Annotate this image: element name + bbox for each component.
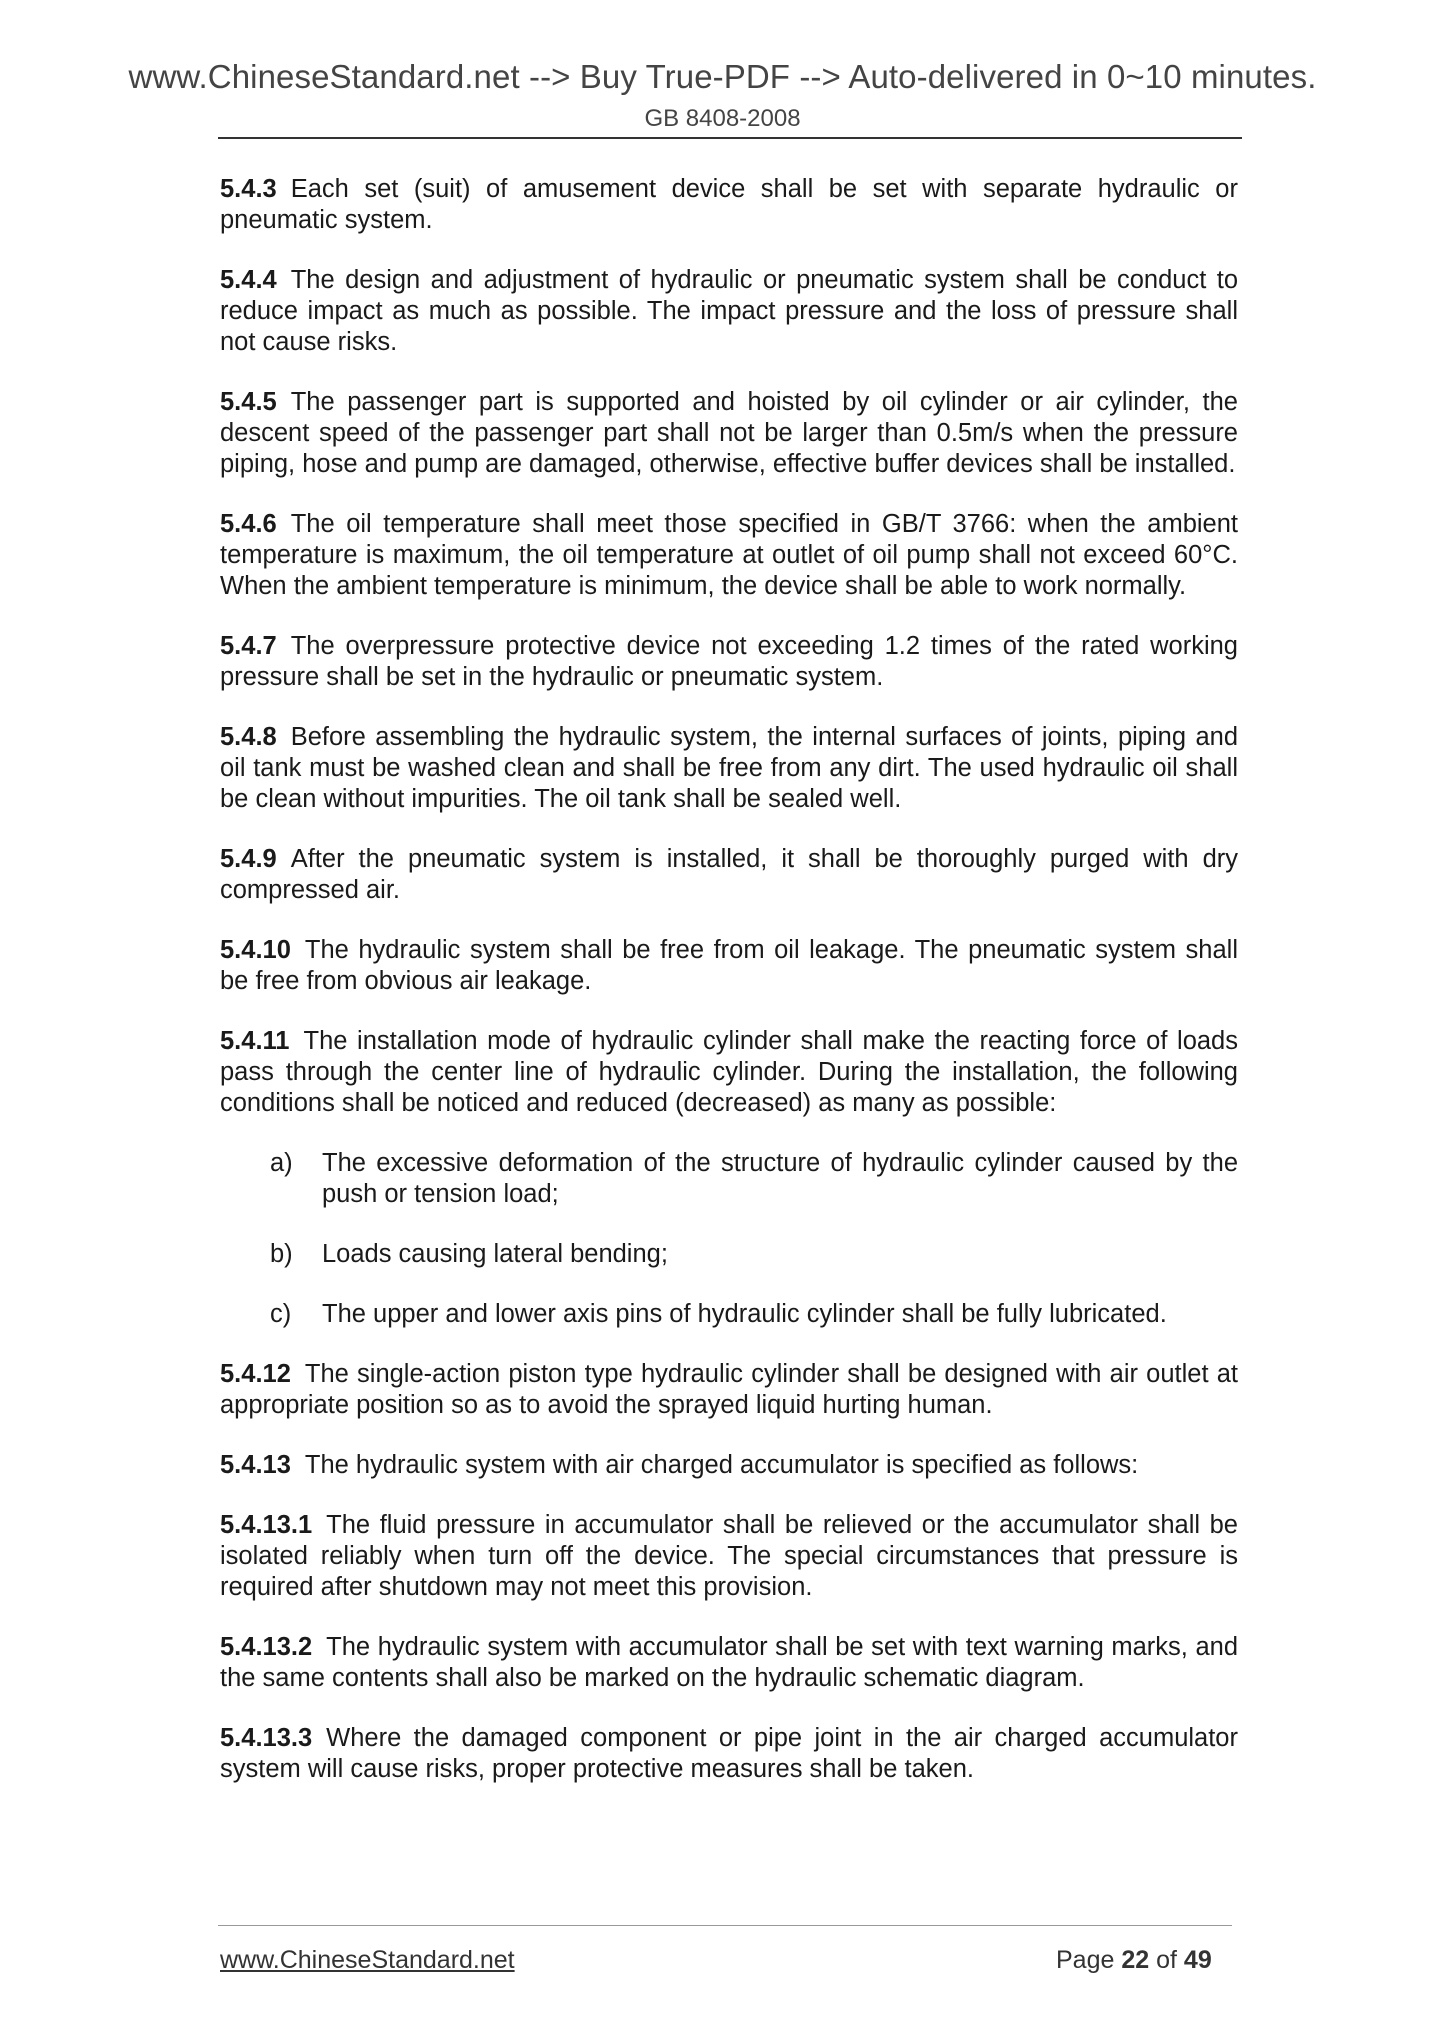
clause-text: The oil temperature shall meet those specified in GB/T 3766: when the ambient temperature is maximum, the oil temperature at outlet of oil pump shall not exceed 60°C. When the ambient temperature is minimum, the device shall be able to work normally. <box>220 510 1238 600</box>
clause-text: Where the damaged component or pipe joint in the air charged accumulator system will cause risks, proper protective measures shall be taken. <box>220 1724 1238 1783</box>
list-marker: a) <box>270 1149 293 1177</box>
clause-number: 5.4.8 <box>220 723 277 751</box>
page-current: 22 <box>1121 1946 1150 1974</box>
clause-number: 5.4.9 <box>220 845 277 873</box>
page-number <box>1056 1946 1212 1975</box>
page-of: of <box>1156 1946 1177 1974</box>
list-item-text: The upper and lower axis pins of hydraulic cylinder shall be fully lubricated. <box>322 1300 1167 1328</box>
footer-divider <box>218 1925 1232 1926</box>
clause-number: 5.4.13.2 <box>220 1633 313 1661</box>
clause-text: Before assembling the hydraulic system, the internal surfaces of joints, piping and oil tank must be washed clean and shall be free from any dirt. The used hydraulic oil shall be clean without impurities. The oil tank shall be sealed well. <box>220 723 1238 813</box>
clause-5-4-3 <box>220 174 1238 236</box>
clause-number: 5.4.4 <box>220 266 277 294</box>
list-item-text: Loads causing lateral bending; <box>322 1240 668 1268</box>
header-banner[interactable]: www.ChineseStandard.net --> Buy True-PDF --> Auto-delivered in 0~10 minutes. <box>128 58 1317 95</box>
header-divider <box>218 137 1242 139</box>
clause-5-4-13-3 <box>220 1723 1238 1785</box>
clause-text: Each set (suit) of amusement device shall be set with separate hydraulic or pneumatic system. <box>220 175 1238 234</box>
clause-number: 5.4.5 <box>220 388 277 416</box>
clause-number: 5.4.11 <box>220 1027 290 1055</box>
clause-text: The single-action piston type hydraulic cylinder shall be designed with air outlet at appropriate position so as to avoid the sprayed liquid hurting human. <box>220 1360 1238 1419</box>
clause-number: 5.4.3 <box>220 175 277 203</box>
clause-5-4-12 <box>220 1359 1238 1421</box>
clause-number: 5.4.6 <box>220 510 277 538</box>
clause-text: The hydraulic system shall be free from oil leakage. The pneumatic system shall be free from obvious air leakage. <box>220 936 1238 995</box>
document-body <box>220 174 1238 1814</box>
clause-text: After the pneumatic system is installed, it shall be thoroughly purged with dry compressed air. <box>220 845 1238 904</box>
clause-text: The design and adjustment of hydraulic or pneumatic system shall be conduct to reduce impact as much as possible. The impact pressure and the loss of pressure shall not cause risks. <box>220 266 1238 356</box>
clause-text: The overpressure protective device not exceeding 1.2 times of the rated working pressure shall be set in the hydraulic or pneumatic system. <box>220 632 1238 691</box>
clause-text: The passenger part is supported and hoisted by oil cylinder or air cylinder, the descent speed of the passenger part shall not be larger than 0.5m/s when the pressure piping, hose and pump are damaged, otherwise, effective buffer devices shall be installed. <box>220 388 1238 478</box>
standard-number: GB 8408-2008 <box>644 105 801 132</box>
clause-text: The fluid pressure in accumulator shall be relieved or the accumulator shall be isolated reliably when turn off the device. The special circumstances that pressure is required after shutdown may not meet this provision. <box>220 1511 1238 1601</box>
list-item-a <box>220 1148 1238 1210</box>
clause-5-4-11 <box>220 1026 1238 1119</box>
clause-number: 5.4.10 <box>220 936 291 964</box>
clause-number: 5.4.12 <box>220 1360 291 1388</box>
clause-5-4-7 <box>220 631 1238 693</box>
clause-5-4-13-1 <box>220 1510 1238 1603</box>
page-prefix: Page <box>1056 1946 1115 1974</box>
page-total: 49 <box>1183 1946 1212 1974</box>
clause-number: 5.4.7 <box>220 632 277 660</box>
clause-5-4-13 <box>220 1450 1238 1481</box>
clause-text: The hydraulic system with air charged accumulator is specified as follows: <box>304 1451 1139 1479</box>
list-marker: c) <box>270 1300 292 1328</box>
clause-text: The installation mode of hydraulic cylinder shall make the reacting force of loads pass through the center line of hydraulic cylinder. During the installation, the following conditions shall be noticed and reduced (decreased) as many as possible: <box>220 1027 1238 1117</box>
list-item-c <box>220 1299 1238 1330</box>
clause-5-4-6 <box>220 509 1238 602</box>
clause-number: 5.4.13 <box>220 1451 291 1479</box>
clause-5-4-13-2 <box>220 1632 1238 1694</box>
clause-text: The hydraulic system with accumulator shall be set with text warning marks, and the same contents shall also be marked on the hydraulic schematic diagram. <box>220 1633 1238 1692</box>
clause-5-4-5 <box>220 387 1238 480</box>
clause-5-4-10 <box>220 935 1238 997</box>
clause-5-4-8 <box>220 722 1238 815</box>
list-item-text: The excessive deformation of the structure of hydraulic cylinder caused by the push or tension load; <box>322 1149 1238 1208</box>
clause-number: 5.4.13.3 <box>220 1724 313 1752</box>
list-item-b <box>220 1239 1238 1270</box>
clause-5-4-4 <box>220 265 1238 358</box>
clause-number: 5.4.13.1 <box>220 1511 313 1539</box>
footer-website-link[interactable]: www.ChineseStandard.net <box>220 1946 515 1974</box>
list-marker: b) <box>270 1240 293 1268</box>
clause-5-4-9 <box>220 844 1238 906</box>
